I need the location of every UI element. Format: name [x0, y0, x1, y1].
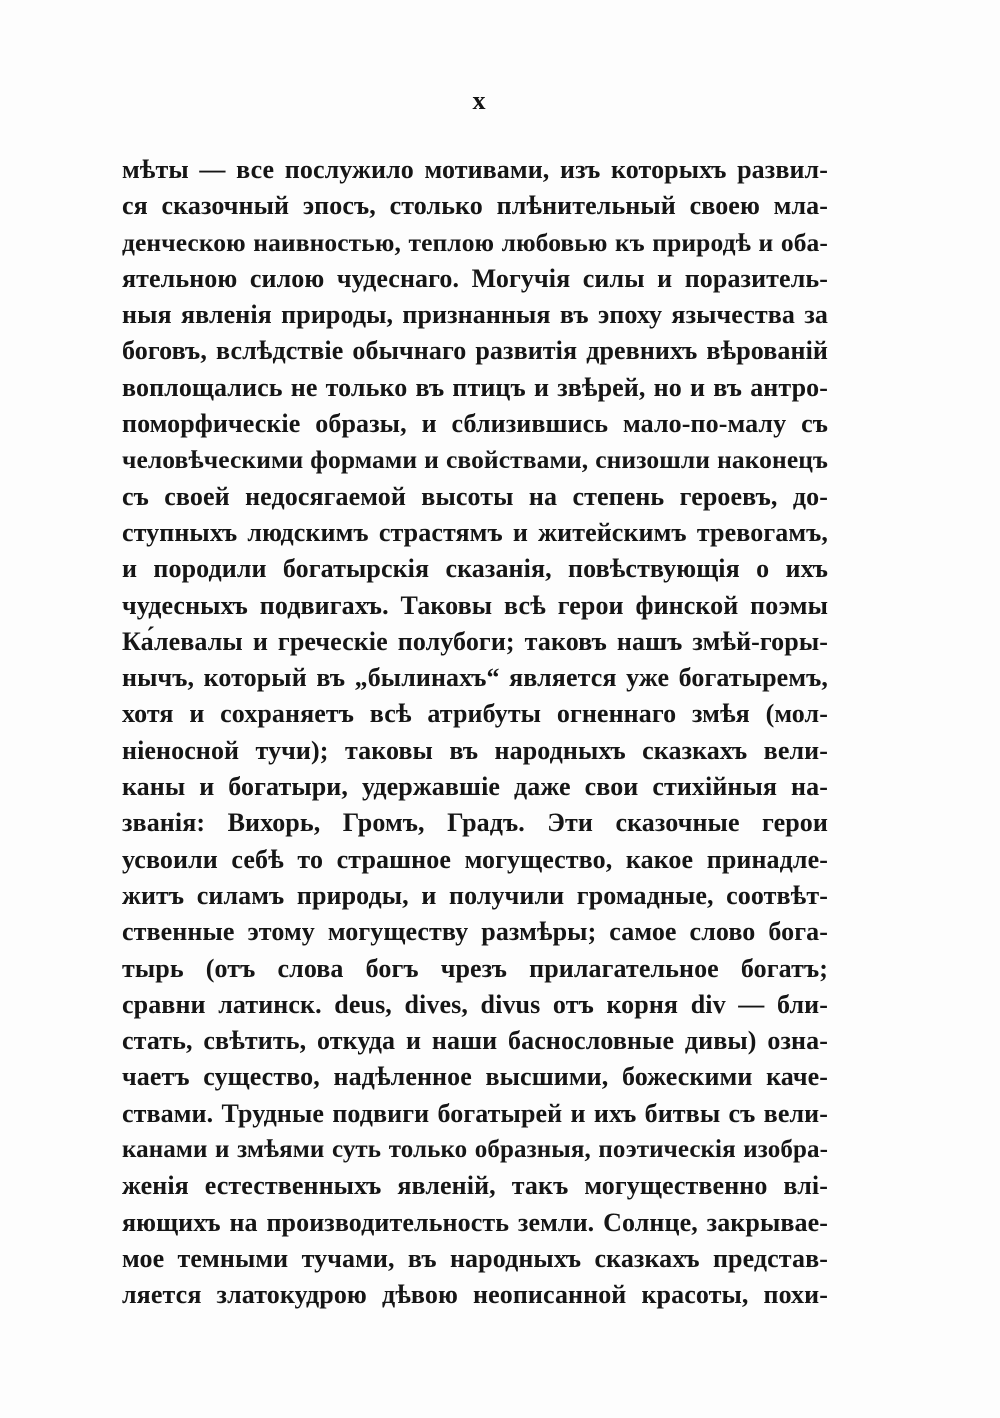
- text-line: званія: Вихорь, Громъ, Градъ. Эти сказочные герои: [122, 808, 828, 838]
- body-text: [122, 152, 828, 1314]
- text-line: денческою наивностью, теплою любовью къ природѣ и оба-: [122, 227, 828, 257]
- text-line: тырь (отъ слова богъ чрезъ прилагательное богатъ;: [122, 953, 828, 983]
- page-number: x: [472, 86, 486, 115]
- text-line: ляется златокудрою дѣвою неописанной красоты, похи-: [122, 1280, 828, 1310]
- text-line: мѣты — все послужило мотивами, изъ которыхъ развил-: [122, 155, 828, 184]
- text-line: ступныхъ людскимъ страстямъ и житейскимъ тревогамъ,: [122, 517, 828, 547]
- text-line: съ своей недосягаемой высоты на степень героевъ, до-: [122, 481, 828, 511]
- text-line: поморфическіе образы, и сблизившись мало-по-малу съ: [122, 409, 828, 439]
- text-line: ныя явленія природы, признанныя въ эпоху язычества за: [122, 300, 828, 330]
- text-line: чаетъ существо, надѣленное высшими, божескими каче-: [122, 1062, 828, 1092]
- text-line: человѣческими формами и свойствами, снизошли наконецъ: [122, 445, 828, 475]
- text-line: чудесныхъ подвигахъ. Таковы всѣ герои финской поэмы: [122, 590, 828, 620]
- text-line: ствами. Трудные подвиги богатырей и ихъ битвы съ вели-: [122, 1098, 828, 1128]
- text-line: нычъ, который въ „былинахъ“ является уже богатыремъ,: [122, 663, 828, 693]
- text-line: боговъ, вслѣдствіе обычнаго развитія древнихъ вѣрованій: [122, 336, 828, 366]
- text-line: хотя и сохраняетъ всѣ атрибуты огненнаго змѣя (мол-: [122, 699, 828, 729]
- text-line: усвоили себѣ то страшное могущество, какое принадле-: [122, 844, 828, 874]
- text-line: Ка́левалы и греческіе полубоги; таковъ нашъ змѣй-горы-: [122, 626, 828, 656]
- text-line: ніеносной тучи); таковы въ народныхъ сказкахъ вели-: [122, 735, 828, 765]
- text-line: и породили богатырскія сказанія, повѣствующія о ихъ: [122, 554, 828, 584]
- text-line: житъ силамъ природы, и получили громадные, соотвѣт-: [122, 880, 828, 910]
- text-line: каны и богатыри, удержавшіе даже свои стихійныя на-: [122, 772, 828, 802]
- text-line: женія естественныхъ явленій, такъ могущественно влі-: [122, 1171, 828, 1201]
- text-line: ся сказочный эпосъ, столько плѣнительный своею мла-: [122, 191, 828, 221]
- text-line: сравни латинск. deus, dives, divus отъ корня div — бли-: [122, 989, 828, 1019]
- text-line: яющихъ на производительность земли. Солнце, закрывае-: [122, 1207, 828, 1237]
- text-line: канами и змѣями суть только образныя, поэтическія изобра-: [122, 1136, 828, 1164]
- text-line: мое темными тучами, въ народныхъ сказкахъ представ-: [122, 1243, 828, 1273]
- text-line: ственные этому могуществу размѣры; самое слово бога-: [122, 917, 828, 947]
- text-line: ятельною силою чудеснаго. Могучія силы и поразитель-: [122, 263, 828, 293]
- text-line: воплощались не только въ птицъ и звѣрей, но и въ антро-: [122, 372, 828, 402]
- text-line: стать, свѣтить, откуда и наши баснословные дивы) озна-: [122, 1026, 828, 1056]
